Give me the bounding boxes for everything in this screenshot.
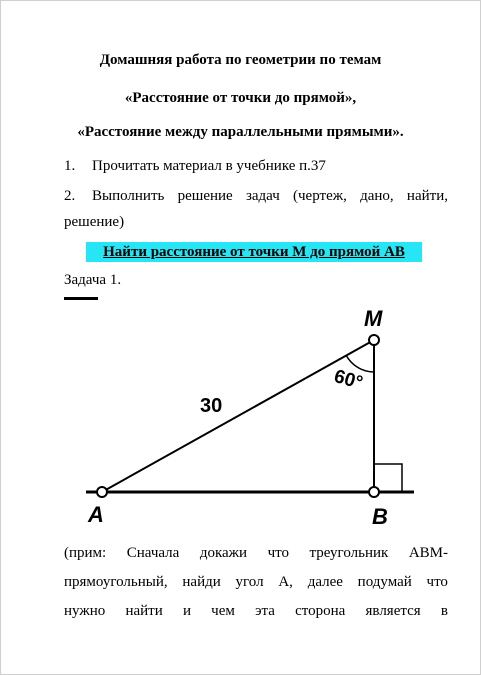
note-line-1 bbox=[64, 545, 448, 562]
word: найти, bbox=[406, 188, 448, 204]
word: чем bbox=[211, 603, 235, 619]
doc-title-line-3: «Расстояние между параллельными прямыми». bbox=[77, 124, 404, 140]
word: (чертеж, bbox=[293, 188, 347, 204]
step-1-text: Прочитать материал в учебнике п.37 bbox=[92, 158, 326, 174]
word: угол bbox=[235, 574, 264, 590]
segment-am bbox=[102, 340, 374, 492]
word: что bbox=[426, 574, 448, 590]
label-b: B bbox=[372, 504, 388, 529]
word: докажи bbox=[199, 545, 248, 561]
word: треугольник bbox=[309, 545, 389, 561]
word: дано, bbox=[360, 188, 394, 204]
note-line-3 bbox=[64, 603, 448, 620]
word: найди bbox=[182, 574, 221, 590]
step-2-number: 2. bbox=[64, 188, 76, 204]
doc-title-line-1: Домашняя работа по геометрии по темам bbox=[99, 52, 382, 68]
word: в bbox=[440, 603, 448, 619]
word: ABM- bbox=[408, 545, 448, 561]
point-a-marker bbox=[97, 487, 107, 497]
word: решение bbox=[177, 188, 233, 204]
note-line-2 bbox=[64, 574, 448, 591]
word: эта bbox=[255, 603, 275, 619]
word: найти bbox=[125, 603, 163, 619]
task-label: Задача 1. bbox=[64, 272, 122, 288]
label-a: A bbox=[88, 502, 104, 527]
label-m: M bbox=[364, 306, 383, 331]
step-1-number: 1. bbox=[64, 158, 76, 174]
point-m-marker bbox=[369, 335, 379, 345]
point-b-marker bbox=[369, 487, 379, 497]
word: Выполнить bbox=[92, 188, 165, 204]
highlighted-heading-text: Найти расстояние от точки M до прямой AB bbox=[103, 244, 405, 260]
step-2-text-line-2: решение) bbox=[64, 214, 125, 230]
word: A, bbox=[278, 574, 293, 590]
word: подумай bbox=[357, 574, 412, 590]
word: далее bbox=[307, 574, 343, 590]
word: нужно bbox=[64, 603, 106, 619]
word: (прим: bbox=[64, 545, 107, 561]
doc-title-line-2: «Расстояние от точки до прямой», bbox=[124, 90, 357, 106]
highlighted-heading bbox=[86, 242, 422, 262]
step-2-text-line-1 bbox=[92, 188, 448, 205]
word: и bbox=[182, 603, 191, 619]
triangle-figure bbox=[0, 300, 481, 540]
word: Сначала bbox=[126, 545, 180, 561]
word: что bbox=[267, 545, 289, 561]
word: сторона bbox=[295, 603, 346, 619]
word: является bbox=[365, 603, 421, 619]
word: прямоугольный, bbox=[64, 574, 168, 590]
label-side-am: 30 bbox=[200, 395, 223, 417]
label-angle-m: 60° bbox=[331, 365, 365, 395]
word: задач bbox=[245, 188, 280, 204]
